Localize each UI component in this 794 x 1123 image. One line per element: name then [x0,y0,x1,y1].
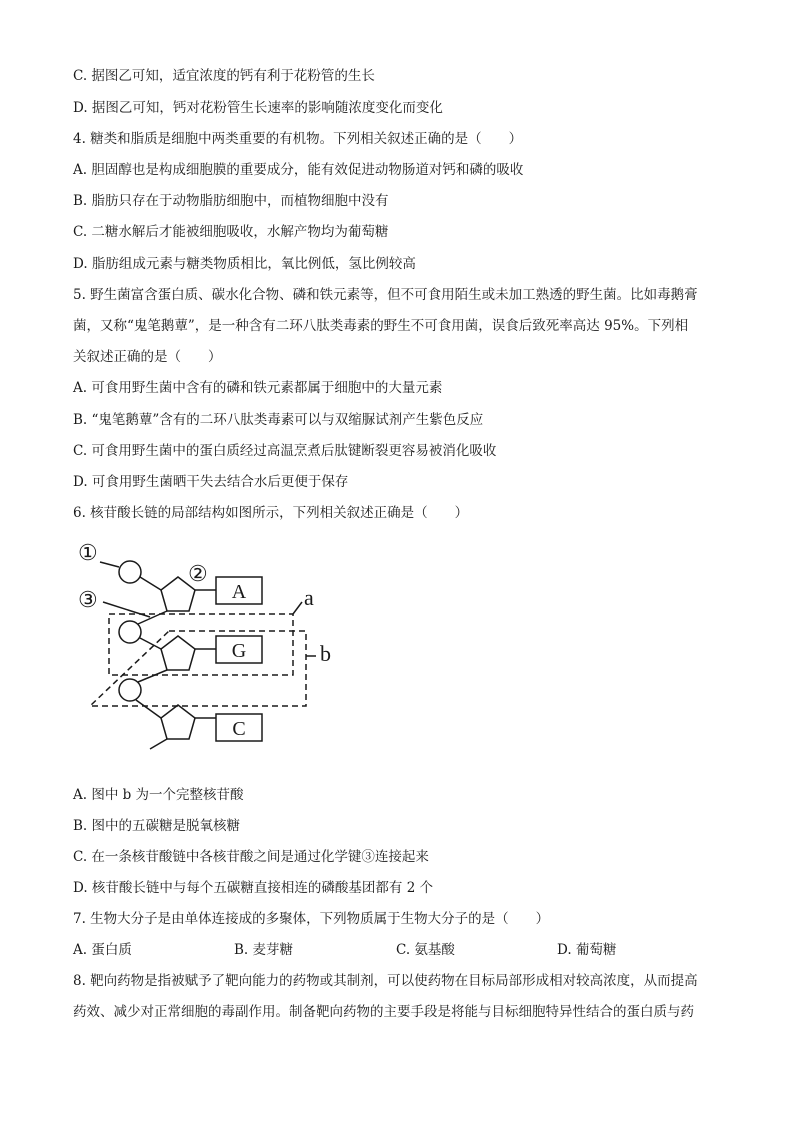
label-a: a [304,585,314,610]
question-7-option-b: B. 麦芽糖 [234,942,294,958]
leader-line-1 [100,562,119,567]
label-circle-2: ② [188,561,208,586]
bond-sugar3-tail [150,739,167,749]
question-5-option-b: B. “鬼笔鹅蕈”含有的二环八肽类毒素可以与双缩脲试剂产生紫色反应 [73,412,484,428]
bond-p3-sugar3 [136,700,161,718]
question-5-option-c: C. 可食用野生菌中的蛋白质经过高温烹煮后肽键断裂更容易被消化吸收 [73,443,497,459]
label-circle-3: ③ [78,587,98,612]
sugar-pentagon-bottom [161,705,195,739]
question-4-option-b: B. 脂肪只存在于动物脂肪细胞中，而植物细胞中没有 [73,193,389,209]
question-5-option-d: D. 可食用野生菌晒干失去结合水后更便于保存 [73,474,349,490]
question-5-stem-line-2: 菌，又称“鬼笔鹅蕈”，是一种含有二环八肽类毒素的野生不可食用菌，误食后致死率高达 95%。下列相 [73,318,689,334]
label-circle-1: ① [78,540,98,565]
question-5-stem-line-3: 关叙述正确的是（ ） [73,349,222,365]
question-6-option-d: D. 核苷酸长链中与每个五碳糖直接相连的磷酸基团都有 2 个 [73,880,434,896]
text-line-2: D. 据图乙可知，钙对花粉管生长速率的影响随浓度变化而变化 [73,100,443,116]
phosphate-circle-bottom [119,679,141,701]
sugar-pentagon-middle [161,636,195,670]
bond-p2-sugar2 [140,638,161,649]
question-4-option-c: C. 二糖水解后才能被细胞吸收，水解产物均为葡萄糖 [73,224,389,240]
question-4-option-a: A. 胆固醇也是构成细胞膜的重要成分，能有效促进动物肠道对钙和磷的吸收 [73,162,524,178]
bond-sugar1-p2 [138,611,167,624]
question-7-option-a: A. 蛋白质 [73,942,132,958]
question-5-stem-line-1: 5. 野生菌富含蛋白质、碳水化合物、磷和铁元素等，但不可食用陌生或未加工熟透的野生菌。比如毒鹅膏 [73,287,698,303]
label-b: b [320,641,331,666]
question-7-option-d: D. 葡萄糖 [557,942,617,958]
question-4-option-d: D. 脂肪组成元素与糖类物质相比，氧比例低，氢比例较高 [73,256,416,272]
question-6-option-b: B. 图中的五碳糖是脱氧核糖 [73,818,241,834]
question-6-option-a: A. 图中 b 为一个完整核苷酸 [73,787,244,803]
question-8-stem-line-2: 药效、减少对正常细胞的毒副作用。制备靶向药物的主要手段是将能与目标细胞特异性结合的蛋白质与药 [73,1004,694,1020]
dashed-box-b [90,631,306,706]
phosphate-circle-top [119,561,141,583]
base-letter-top: A [231,581,247,603]
question-7-option-c: C. 氨基酸 [396,942,455,958]
bond-p1-sugar1 [140,577,161,590]
nucleotide-chain-figure [70,535,370,765]
leader-line-a [293,602,302,614]
phosphate-circle-middle [119,621,141,643]
question-6-stem: 6. 核苷酸长链的局部结构如图所示，下列相关叙述正确是（ ） [73,505,469,521]
base-letter-middle: G [231,640,247,662]
question-6-option-c: C. 在一条核苷酸链中各核苷酸之间是通过化学键③连接起来 [73,849,429,865]
question-4-stem: 4. 糖类和脂质是细胞中两类重要的有机物。下列相关叙述正确的是（ ） [73,131,523,147]
text-line-1: C. 据图乙可知，适宜浓度的钙有利于花粉管的生长 [73,68,375,84]
bond-sugar2-p3 [138,670,167,682]
question-5-option-a: A. 可食用野生菌中含有的磷和铁元素都属于细胞中的大量元素 [73,380,443,396]
question-7-stem: 7. 生物大分子是由单体连接成的多聚体，下列物质属于生物大分子的是（ ） [73,911,550,927]
base-letter-bottom: C [232,718,246,740]
question-8-stem-line-1: 8. 靶向药物是指被赋予了靶向能力的药物或其制剂，可以使药物在目标局部形成相对较高浓度，从而提高 [73,973,698,989]
